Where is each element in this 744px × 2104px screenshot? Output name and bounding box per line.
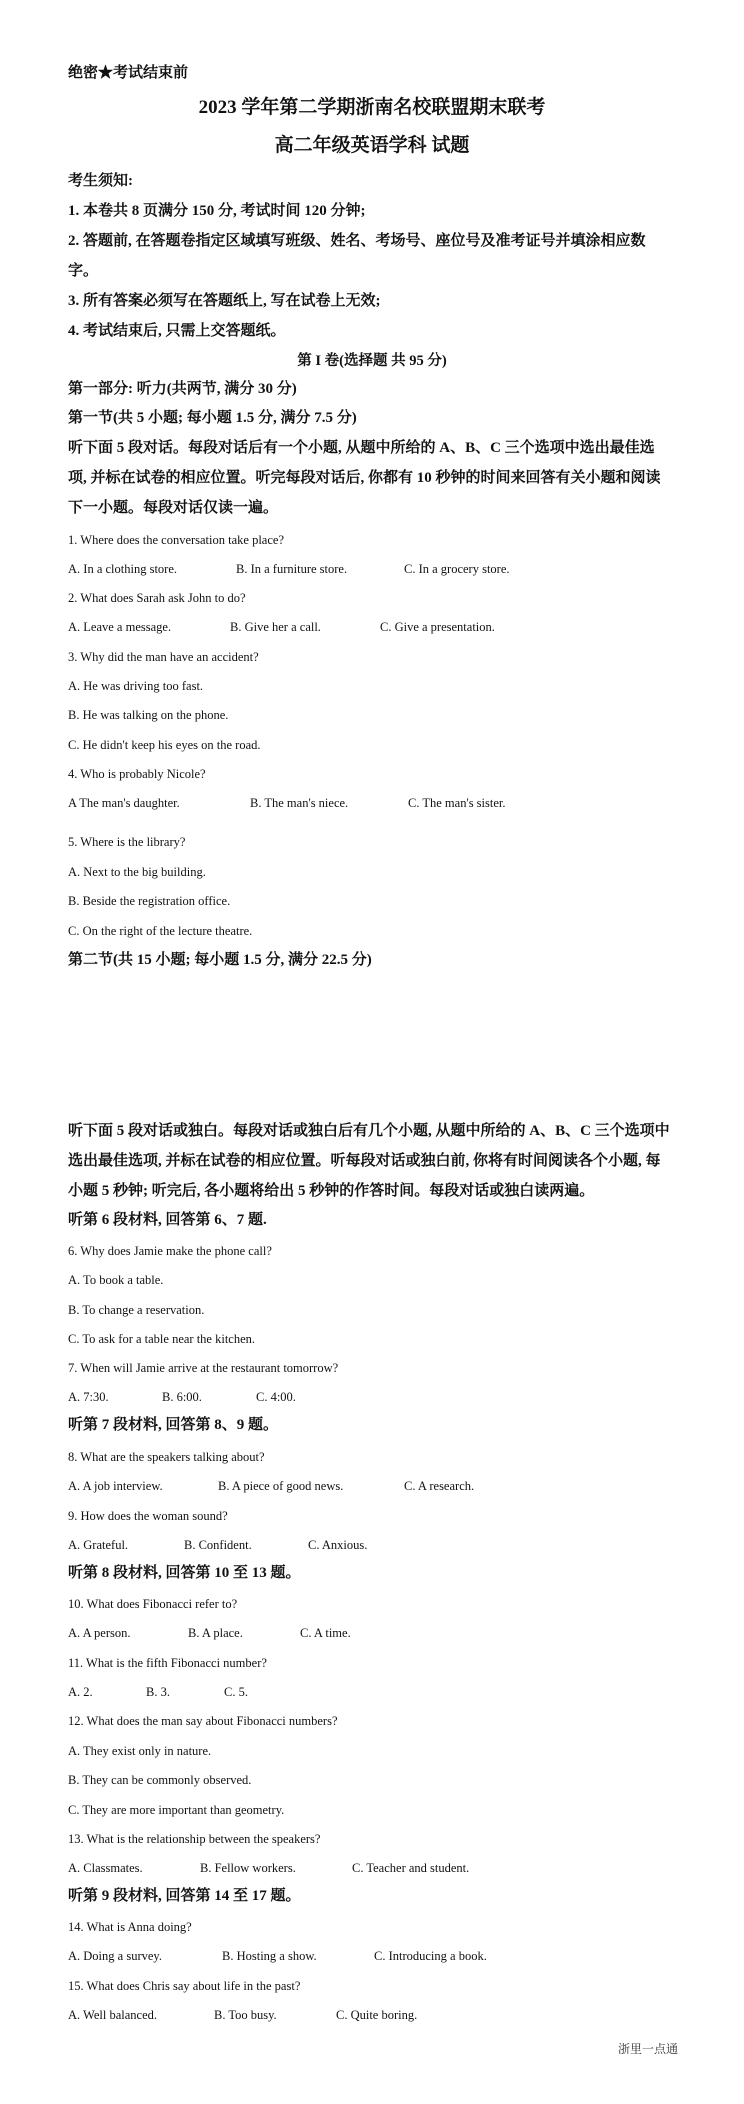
question-12: 12. What does the man say about Fibonacci numbers? — [68, 1714, 338, 1728]
option-c[interactable]: C. Give a presentation. — [380, 620, 495, 634]
question-9: 9. How does the woman sound? — [68, 1509, 228, 1523]
question-14: 14. What is Anna doing? — [68, 1920, 192, 1934]
option-a[interactable]: A. Classmates. — [68, 1861, 143, 1875]
question-10: 10. What does Fibonacci refer to? — [68, 1597, 238, 1611]
exam-subtitle: 高二年级英语学科 试题 — [274, 135, 470, 156]
option-c[interactable]: C. On the right of the lecture theatre. — [68, 924, 253, 938]
option-a[interactable]: A. Well balanced. — [68, 2008, 158, 2022]
option-c[interactable]: C. 5. — [224, 1685, 248, 1699]
option-b[interactable]: B. 6:00. — [162, 1390, 202, 1404]
notice-item: 2. 答题前, 在答题卷指定区域填写班级、姓名、考场号、座位号及准考证号并填涂相应数 — [68, 233, 646, 249]
section-one-instructions: 下一小题。每段对话仅读一遍。 — [68, 500, 279, 516]
option-a[interactable]: A. Next to the big building. — [68, 865, 206, 879]
section-two-heading: 第二节(共 15 小题; 每小题 1.5 分, 满分 22.5 分) — [68, 952, 372, 968]
question-7: 7. When will Jamie arrive at the restaurant tomorrow? — [68, 1361, 339, 1375]
section-one-instructions: 听下面 5 段对话。每段对话后有一个小题, 从题中所给的 A、B、C 三个选项中选出最佳选 — [68, 440, 655, 456]
option-c[interactable]: C. Quite boring. — [336, 2008, 418, 2022]
material-8-heading: 听第 8 段材料, 回答第 10 至 13 题。 — [68, 1565, 301, 1581]
option-b[interactable]: B. A piece of good news. — [218, 1479, 344, 1493]
material-9-heading: 听第 9 段材料, 回答第 14 至 17 题。 — [68, 1888, 301, 1904]
option-a[interactable]: A. He was driving too fast. — [68, 679, 204, 693]
option-a[interactable]: A. A person. — [68, 1626, 131, 1640]
option-c[interactable]: C. Anxious. — [308, 1538, 368, 1552]
option-b[interactable]: B. Beside the registration office. — [68, 894, 231, 908]
option-b[interactable]: B. To change a reservation. — [68, 1303, 205, 1317]
option-c[interactable]: C. The man's sister. — [408, 796, 506, 810]
question-13: 13. What is the relationship between the speakers? — [68, 1832, 321, 1846]
question-8: 8. What are the speakers talking about? — [68, 1450, 265, 1464]
secret-label: 绝密★考试结束前 — [68, 65, 189, 81]
option-a[interactable]: A. In a clothing store. — [68, 562, 178, 576]
volume-heading: 第 I 卷(选择题 共 95 分) — [297, 353, 447, 369]
section-two-instructions: 小题 5 秒钟; 听完后, 各小题将给出 5 秒钟的作答时间。每段对话或独白读两遍。 — [68, 1183, 595, 1199]
question-11: 11. What is the fifth Fibonacci number? — [68, 1656, 267, 1670]
section-one-heading: 第一节(共 5 小题; 每小题 1.5 分, 满分 7.5 分) — [68, 410, 357, 426]
option-a[interactable]: A. Doing a survey. — [68, 1949, 162, 1963]
question-5: 5. Where is the library? — [68, 835, 186, 849]
section-two-instructions: 听下面 5 段对话或独白。每段对话或独白后有几个小题, 从题中所给的 A、B、C 三个选项中 — [68, 1123, 670, 1139]
option-b[interactable]: B. Give her a call. — [230, 620, 321, 634]
material-6-heading: 听第 6 段材料, 回答第 6、7 题. — [68, 1212, 267, 1228]
option-a[interactable]: A. 2. — [68, 1685, 93, 1699]
option-c[interactable]: C. In a grocery store. — [404, 562, 510, 576]
option-c[interactable]: C. Teacher and student. — [352, 1861, 470, 1875]
option-a[interactable]: A. They exist only in nature. — [68, 1744, 212, 1758]
question-6: 6. Why does Jamie make the phone call? — [68, 1244, 272, 1258]
option-c[interactable]: C. 4:00. — [256, 1390, 296, 1404]
notice-item: 3. 所有答案必须写在答题纸上, 写在试卷上无效; — [68, 293, 381, 309]
question-4: 4. Who is probably Nicole? — [68, 767, 206, 781]
option-a[interactable]: A. Grateful. — [68, 1538, 129, 1552]
section-two-instructions: 选出最佳选项, 并标在试卷的相应位置。听每段对话或独白前, 你将有时间阅读各个小题, 每 — [68, 1153, 661, 1169]
option-b[interactable]: B. Fellow workers. — [200, 1861, 296, 1875]
question-1: 1. Where does the conversation take place? — [68, 533, 284, 547]
option-c[interactable]: C. To ask for a table near the kitchen. — [68, 1332, 256, 1346]
option-c[interactable]: C. They are more important than geometry. — [68, 1803, 285, 1817]
watermark-text: 浙里一点通 — [618, 2042, 679, 2056]
option-c[interactable]: C. He didn't keep his eyes on the road. — [68, 738, 261, 752]
exam-title: 2023 学年第二学期浙南名校联盟期末联考 — [198, 97, 546, 118]
notice-item: 4. 考试结束后, 只需上交答题纸。 — [68, 323, 286, 339]
notice-item: 字。 — [68, 263, 99, 279]
notice-item: 1. 本卷共 8 页满分 150 分, 考试时间 120 分钟; — [68, 203, 366, 219]
option-b[interactable]: B. In a furniture store. — [236, 562, 348, 576]
option-c[interactable]: C. A research. — [404, 1479, 475, 1493]
option-c[interactable]: C. A time. — [300, 1626, 351, 1640]
option-b[interactable]: B. They can be commonly observed. — [68, 1773, 252, 1787]
section-one-instructions: 项, 并标在试卷的相应位置。听完每段对话后, 你都有 10 秒钟的时间来回答有关小题和阅读 — [68, 470, 661, 486]
option-b[interactable]: B. A place. — [188, 1626, 243, 1640]
part-one-heading: 第一部分: 听力(共两节, 满分 30 分) — [68, 381, 297, 397]
option-b[interactable]: B. 3. — [146, 1685, 170, 1699]
option-c[interactable]: C. Introducing a book. — [374, 1949, 487, 1963]
option-a[interactable]: A The man's daughter. — [68, 796, 180, 810]
option-a[interactable]: A. A job interview. — [68, 1479, 163, 1493]
option-a[interactable]: A. 7:30. — [68, 1390, 109, 1404]
option-b[interactable]: B. Confident. — [184, 1538, 252, 1552]
option-a[interactable]: A. To book a table. — [68, 1273, 164, 1287]
notice-heading: 考生须知: — [68, 173, 133, 189]
material-7-heading: 听第 7 段材料, 回答第 8、9 题。 — [68, 1417, 279, 1433]
option-b[interactable]: B. He was talking on the phone. — [68, 708, 229, 722]
question-3: 3. Why did the man have an accident? — [68, 650, 259, 664]
question-2: 2. What does Sarah ask John to do? — [68, 591, 246, 605]
option-a[interactable]: A. Leave a message. — [68, 620, 172, 634]
option-b[interactable]: B. The man's niece. — [250, 796, 349, 810]
option-b[interactable]: B. Hosting a show. — [222, 1949, 317, 1963]
option-b[interactable]: B. Too busy. — [214, 2008, 277, 2022]
question-15: 15. What does Chris say about life in the past? — [68, 1979, 301, 1993]
